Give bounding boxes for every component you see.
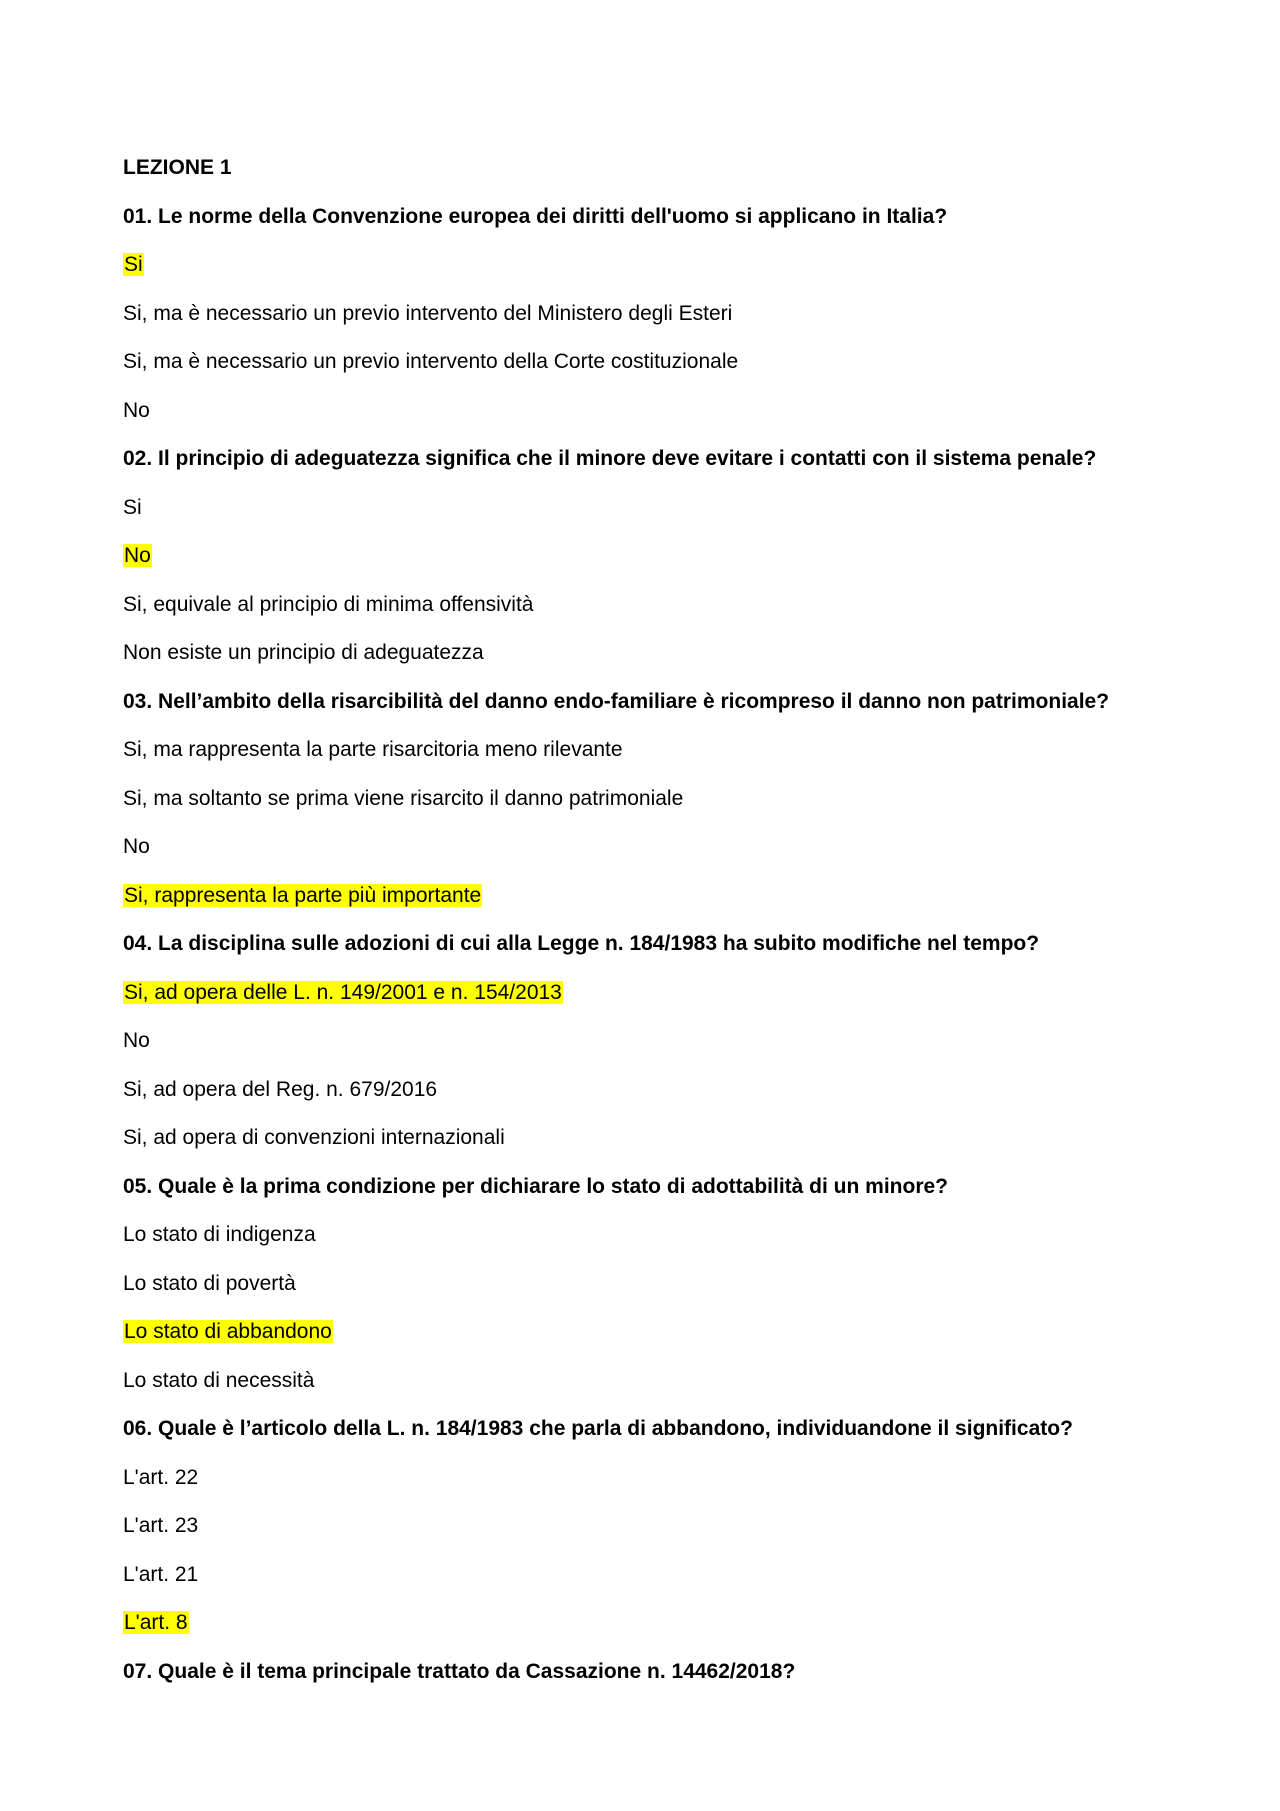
answer-text: No xyxy=(123,835,150,858)
answer-text: No xyxy=(123,398,150,422)
answer-text: Lo stato di necessità xyxy=(123,1368,315,1392)
question-4: 04. La disciplina sulle adozioni di cui alla Legge n. 184/1983 ha subito modifiche nel tempo? xyxy=(123,932,1040,955)
answer-option xyxy=(123,1027,1280,1076)
answer-option xyxy=(123,542,1280,591)
answer-option xyxy=(123,1464,1280,1513)
question-5: 05. Quale è la prima condizione per dichiarare lo stato di adottabilità di un minore? xyxy=(123,1174,948,1198)
answer-text: L'art. 21 xyxy=(123,1562,199,1586)
answer-option xyxy=(123,882,1280,931)
answer-text: Si, ma rappresenta la parte risarcitoria meno rilevante xyxy=(123,738,623,761)
answer-text: Si, ad opera di convenzioni internazionali xyxy=(123,1126,505,1149)
answer-text: Si, ma è necessario un previo intervento della Corte costituzionale xyxy=(123,350,739,373)
answer-text: Non esiste un principio di adeguatezza xyxy=(123,641,484,664)
answer-text: Si, ma è necessario un previo intervento del Ministero degli Esteri xyxy=(123,301,733,325)
answer-text: Lo stato di povertà xyxy=(123,1271,296,1295)
answer-text: L'art. 22 xyxy=(123,1465,199,1489)
correct-answer-highlight: Si, ad opera delle L. n. 149/2001 e n. 154/2013 xyxy=(124,980,562,1004)
answer-option xyxy=(123,1609,1280,1658)
answer-option xyxy=(123,785,1280,834)
answer-option xyxy=(123,833,1280,882)
answer-option xyxy=(123,1076,1280,1125)
question-6: 06. Quale è l’articolo della L. n. 184/1983 che parla di abbandono, individuandone il significato? xyxy=(123,1417,1073,1440)
answer-text: Si xyxy=(123,495,142,519)
question-1: 01. Le norme della Convenzione europea dei diritti dell'uomo si applicano in Italia? xyxy=(123,204,948,228)
answer-text: Lo stato di indigenza xyxy=(123,1223,316,1246)
answer-text: No xyxy=(123,1029,150,1052)
answer-option xyxy=(123,1561,1280,1610)
answer-option xyxy=(123,1270,1280,1319)
answer-option xyxy=(123,1367,1280,1416)
correct-answer-highlight: Lo stato di abbandono xyxy=(124,1320,332,1343)
answer-option xyxy=(123,300,1280,349)
answer-option xyxy=(123,397,1280,446)
answer-option xyxy=(123,348,1280,397)
answer-option xyxy=(123,494,1280,543)
answer-option xyxy=(123,1318,1280,1367)
answer-option xyxy=(123,1124,1280,1173)
answer-option xyxy=(123,1221,1280,1270)
answer-text: Si, ma soltanto se prima viene risarcito il danno patrimoniale xyxy=(123,786,684,810)
answer-option xyxy=(123,251,1280,300)
correct-answer-highlight: No xyxy=(124,544,151,567)
answer-option xyxy=(123,979,1280,1028)
question-list xyxy=(123,203,1280,1707)
question-2: 02. Il principio di adeguatezza significa che il minore deve evitare i contatti con il sistema penale? xyxy=(123,447,1097,470)
answer-option xyxy=(123,639,1280,688)
question-3: 03. Nell’ambito della risarcibilità del danno endo-familiare è ricompreso il danno non patrimoniale? xyxy=(123,689,1110,713)
answer-option xyxy=(123,736,1280,785)
answer-option xyxy=(123,1512,1280,1561)
answer-text: L'art. 23 xyxy=(123,1514,199,1537)
answer-text: Si, ad opera del Reg. n. 679/2016 xyxy=(123,1077,438,1101)
correct-answer-highlight: Si, rappresenta la parte più importante xyxy=(124,883,482,907)
lesson-title: LEZIONE 1 xyxy=(123,156,232,179)
question-7: 07. Quale è il tema principale trattato da Cassazione n. 14462/2018? xyxy=(123,1659,796,1683)
correct-answer-highlight: L'art. 8 xyxy=(124,1611,188,1634)
correct-answer-highlight: Si xyxy=(124,253,143,276)
answer-text: Si, equivale al principio di minima offensività xyxy=(123,592,534,616)
answer-option xyxy=(123,591,1280,640)
